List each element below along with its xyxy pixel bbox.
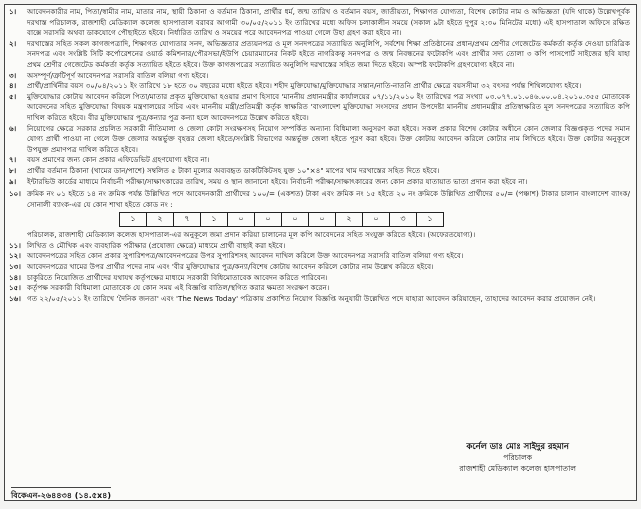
code-digit: ০: [228, 213, 255, 227]
item-text: প্রার্থীর বর্তমান ঠিকানা (খামের ডান/পাশে) সম্বলিত ৫ টাকা মূল্যের অব্যবহৃত ডাকটিকিটসহ যুক্ত ১০"×৪" মাপের খাম দরখাস্তের সহিত দিতে হইবে।: [27, 165, 440, 175]
notice-item: [9, 7, 630, 39]
item-text: আবেদনপত্রের সহিত কোন প্রকার সুপারিশপত্র/আবেদনপত্রের উপর সুপারিশসহ আবেদন দাখিল করিলে উক্ত আবেদনপত্র সরাসরি বাতিল বলিয়া গণ্য হইবে।: [27, 251, 464, 261]
item-number: ১২।: [9, 251, 21, 261]
notice-item: [9, 230, 630, 241]
notice-item: [9, 71, 630, 82]
item-number: ১৫।: [9, 283, 21, 293]
item-number: ১৩।: [9, 262, 21, 272]
notice-item: [9, 124, 630, 156]
job-notice: [4, 4, 637, 501]
item-text: পরিচালক, রাজশাহী মেডিক্যাল কলেজ হাসপাতাল-এর অনুকূলে জমা প্রদান করিয়া চালানের মূল কপি আবেদনের সহিত সংযুক্ত করিতে হইবে। (অফেরতযোগ্য)।: [27, 230, 476, 240]
notice-item: [9, 177, 630, 188]
notice-item: [9, 241, 630, 252]
notice-item: [9, 294, 630, 305]
code-digit: ২: [336, 213, 363, 227]
signatory-name: কর্নেল ডাঃ মোঃ সাইদুর রহমান: [466, 441, 569, 451]
item-text: চাকুরিতে নিয়োজিত প্রার্থীদের যথাযথ কর্তৃপক্ষের মাধ্যমে সরকারী বিধিমোতাবেক আবেদন করিতে পারিবেন।: [27, 272, 328, 282]
item-number: ৩।: [9, 70, 17, 80]
notice-item: [9, 273, 630, 284]
item-number: ৬।: [9, 123, 17, 133]
item-number: ১০।: [9, 189, 21, 199]
signatory-title: পরিচালক: [503, 453, 533, 462]
notice-body: [5, 5, 636, 304]
signatory-org: রাজশাহী মেডিক্যাল কলেজ হাসপাতাল: [459, 464, 576, 473]
code-digit: ১: [120, 213, 147, 227]
notice-item: [9, 251, 630, 262]
code-digit: ০: [309, 213, 336, 227]
item-number: ৮।: [9, 165, 17, 175]
notice-item: [9, 39, 630, 71]
item-text: মুক্তিযোদ্ধার কোটায় আবেদন করিলে পিতা/মাতার প্রকৃত মুক্তিযোদ্ধা হওয়ার প্রমাণ হিসাবে 'মাননীয় প্রধানমন্ত্রীর কার্যালয়ের ০৭/১১/২০১০ ইং তারিখের পত্র সংখ্যা ০৩.০৭৭.০১.০৪৬.০০.০৪.২০১০.৩৫৫ মোতাবেক আবেদনের সহিত মুক্তিযোদ্ধা বিষয়ক মন্ত্রণালয়ের সচিব এবং মাননীয় মন্ত্রী/প্রতিমন্ত্রী কর্তৃক স্বাক্ষরিত 'বাংলাদেশ মুক্তিযোদ্ধা সংসদের প্রধান উপদেষ্টা মাননীয় প্রধানমন্ত্রীর প্রতিস্বাক্ষরিত মূল সনদপত্রের সত্যায়িত কপি দাখিল করিতে হইবে। বীর মুক্তিযোদ্ধার পুত্র/কন্যার পুত্র কন্যা হলে আবেদনপত্রে উল্লেখ করিতে হইবে।: [27, 91, 630, 122]
item-number: ৭।: [9, 155, 17, 165]
code-digit: ০: [282, 213, 309, 227]
item-text: গত ২২/০৫/২০১১ ইং তারিখে 'দৈনিক জনতা' এবং 'The News Today' পত্রিকায় প্রকাশিত নিয়োগ বিজ্ঞপ্তি অনুযায়ী উল্লেখিত পদে যাহারা আবেদন করিয়াছেন, তাহাদের আবেদন করার প্রয়োজন নেই।: [27, 293, 596, 303]
item-text: বয়স প্রমাণের জন্য কোন প্রকার এফিডেভিট গ্রহণযোগ্য হইবে না।: [27, 155, 210, 165]
signature-block: [459, 441, 576, 474]
bank-code-table: [119, 212, 444, 227]
item-number: [9, 230, 27, 241]
item-number: ১৪।: [9, 272, 21, 282]
reference-code: বিকেএন-২৬৪৪৩৪ (১৪.৫x৪): [11, 487, 111, 501]
item-text: প্রার্থী/প্রার্থিনীর বয়স ৩০/০৪/২০১১ ইং তারিখে ১৮ হতে ৩০ বছরের মধ্যে হইতে হইবে। শহীদ মুক্তিযোদ্ধা/মুক্তিযোদ্ধার সন্তান/নাতি-নাতনি প্রার্থীর ক্ষেত্রে বয়সসীমা ৩২ বৎসর পর্যন্ত শিথিলযোগ্য হইবে।: [27, 81, 582, 91]
item-number: ৫।: [9, 91, 17, 101]
item-text: কর্তৃপক্ষ সরকারী বিধিমালা মোতাবেক যে কোন সময় এই বিজ্ঞপ্তি বাতিল/স্থগিত করার ক্ষমতা সংরক্ষণ করেন।: [27, 283, 330, 293]
code-digit: ০: [255, 213, 282, 227]
notice-item: [9, 262, 630, 273]
item-text: ইন্টারভিউ কার্ডের মাধ্যমে নির্বাচনী পরীক্ষা/সাক্ষাৎকারের তারিখ, সময় ও স্থান জানানো হইবে। নির্বাচনী পরীক্ষা/সাক্ষাৎকারের জন্য কোন প্রকার যাতায়াত ভাতা প্রদান করা হইবে না।: [27, 176, 528, 186]
item-text: অসম্পূর্ণ/ত্রুটিপূর্ণ আবেদনপত্র সরাসরি বাতিল বলিয়া গণ্য হইবে।: [27, 70, 209, 80]
notice-item: [9, 166, 630, 177]
item-number: ৪।: [9, 81, 17, 91]
code-digit: ০: [363, 213, 390, 227]
notice-item: [9, 81, 630, 92]
code-digit: ১: [201, 213, 228, 227]
item-text: ক্রমিক নং ০১ হইতে ১৪ নং ক্রমিক পর্যন্ত উল্লিখিত পদে আবেদনকারী প্রার্থীদের ১০০/= (একশত) টাকা এবং ক্রমিক নং ১৫ হইতে ২০ নং ক্রমিকে উল্লিখিত প্রার্থীদের ৫০/= (পঞ্চাশ) টাকার চালান বাংলাদেশ ব্যাংক/সোনালী ব্যাংক-এর যে কোন শাখা হইতে কোড নং :: [27, 189, 630, 209]
item-number: ১৬।: [9, 293, 21, 303]
code-digit: ২: [147, 213, 174, 227]
code-digit: ৩: [390, 213, 417, 227]
bank-code-box: [119, 212, 630, 227]
fee-item: [9, 189, 630, 210]
item-number: ৯।: [9, 176, 17, 186]
notice-item: [9, 92, 630, 124]
item-text: দরখাস্তের সহিত সকল কাগজপত্রাদি, শিক্ষাগত যোগ্যতার সনদ, অভিজ্ঞতার প্রত্যয়নপত্র ও মূল সনদপত্রের সত্যায়িত অনুলিপি, সর্বশেষ শিক্ষা প্রতিষ্ঠানের প্রধান/প্রথম শ্রেণীর গেজেটেড কর্মকর্তা কর্তৃক দেওয়া চারিত্রিক সনদপত্র এবং সংশ্লিষ্ট সিটি কর্পোরেশনের ওয়ার্ড কমিশনার/পৌরসভা/ইউপি চেয়ারম্যানের নিকট হইতে নাগরিকত্ব সনদপত্র ও জন্ম নিবন্ধনের ফটোকপি এবং প্রার্থীর সদ্য তোলা ৩ কপি পাসপোর্ট সাইজের ছবি যাহা প্রথম শ্রেণীর গেজেটেড কর্মকর্তা কর্তৃক সত্যায়িত হইতে হইবে। উক্ত কাগজপত্রের সত্যায়িত অনুলিপি দরখাস্তের সহিত জমা দিতে হইবে। অস্পষ্ট ফটোকপি গ্রহণযোগ্য হইবে না।: [27, 38, 630, 69]
item-text: আবেদনকারীর নাম, পিতা/স্বামীর নাম, মাতার নাম, স্থায়ী ঠিকানা ও বর্তমান ঠিকানা, প্রার্থীর ধর্ম, জন্ম তারিখ ও বর্তমান বয়স, জাতীয়তা, শিক্ষাগত যোগ্যতা, বিশেষ কোটার নাম ও অভিজ্ঞতা (যদি থাকে) উল্লেখপূর্বক দরখাস্ত পরিচালক, রাজশাহী মেডিক্যাল কলেজ হাসপাতাল বরাবর আগামী ৩০/০৫/২০১১ ইং তারিখের মধ্যে অফিস চলাকালীন সময়ে (সকাল ৯টা হইতে দুপুর ২:৩০ মিনিটের মধ্যে) এই হাসপাতাল অফিসে রক্ষিত বাক্সে সরাসরি অথবা ডাকযোগে পৌছাইতে হইবে। নির্ধারিত তারিখ ও সময়ের পরে আবেদনপত্র পাওয়া গেলে উহা গ্রহণ করা হইবে না।: [27, 7, 630, 38]
item-text: লিখিত ও মৌখিক এবং ব্যবহারিক পরীক্ষার (প্রযোজ্য ক্ষেত্রে) মাধ্যমে প্রার্থী বাছাই করা হইবে।: [27, 240, 286, 250]
item-text: আবেদনপত্রের খামের উপর প্রার্থীর পদের নাম এবং 'বীর মুক্তিযোদ্ধার পুত্র/কন্যা/বিশেষ কোটায় আবেদন করিলে কোটার নাম উল্লেখ করিতে হইবে।: [27, 262, 434, 272]
notice-item: [9, 155, 630, 166]
item-number: ১।: [9, 7, 17, 16]
notice-item: [9, 283, 630, 294]
item-number: ২।: [9, 38, 17, 48]
item-number: ১১।: [9, 240, 21, 250]
item-text: নিয়োগের ক্ষেত্রে সরকার প্রচলিত সরকারী নীতিমালা ও জেলা কোটা সংরক্ষণসহ নিয়োগ সম্পর্কিত অন্যান্য বিধিমালা অনুসরণ করা হইবে। সকল প্রকার বিশেষ কোটার অধীনে কোন জেলার বিজ্ঞপ্তকৃত পদের সমান যোগ্য প্রার্থী পাওয়া না গেলে উক্ত জেলার অন্তর্ভুক্ত বৃহত্তর জেলা হইতে/সংশ্লিষ্ট বিভাগের অন্তর্ভুক্ত জেলা হইতে পূরণ করা হইবে। উক্ত কোটায় আবেদন করিলে কোটার নাম লিখিতে হইবে। উক্ত কোটার অনুকূলে উপযুক্ত প্রমাণপত্র দাখিল করিতে হইবে।: [27, 123, 630, 154]
code-digit: ৭: [174, 213, 201, 227]
code-digit: ১: [417, 213, 444, 227]
